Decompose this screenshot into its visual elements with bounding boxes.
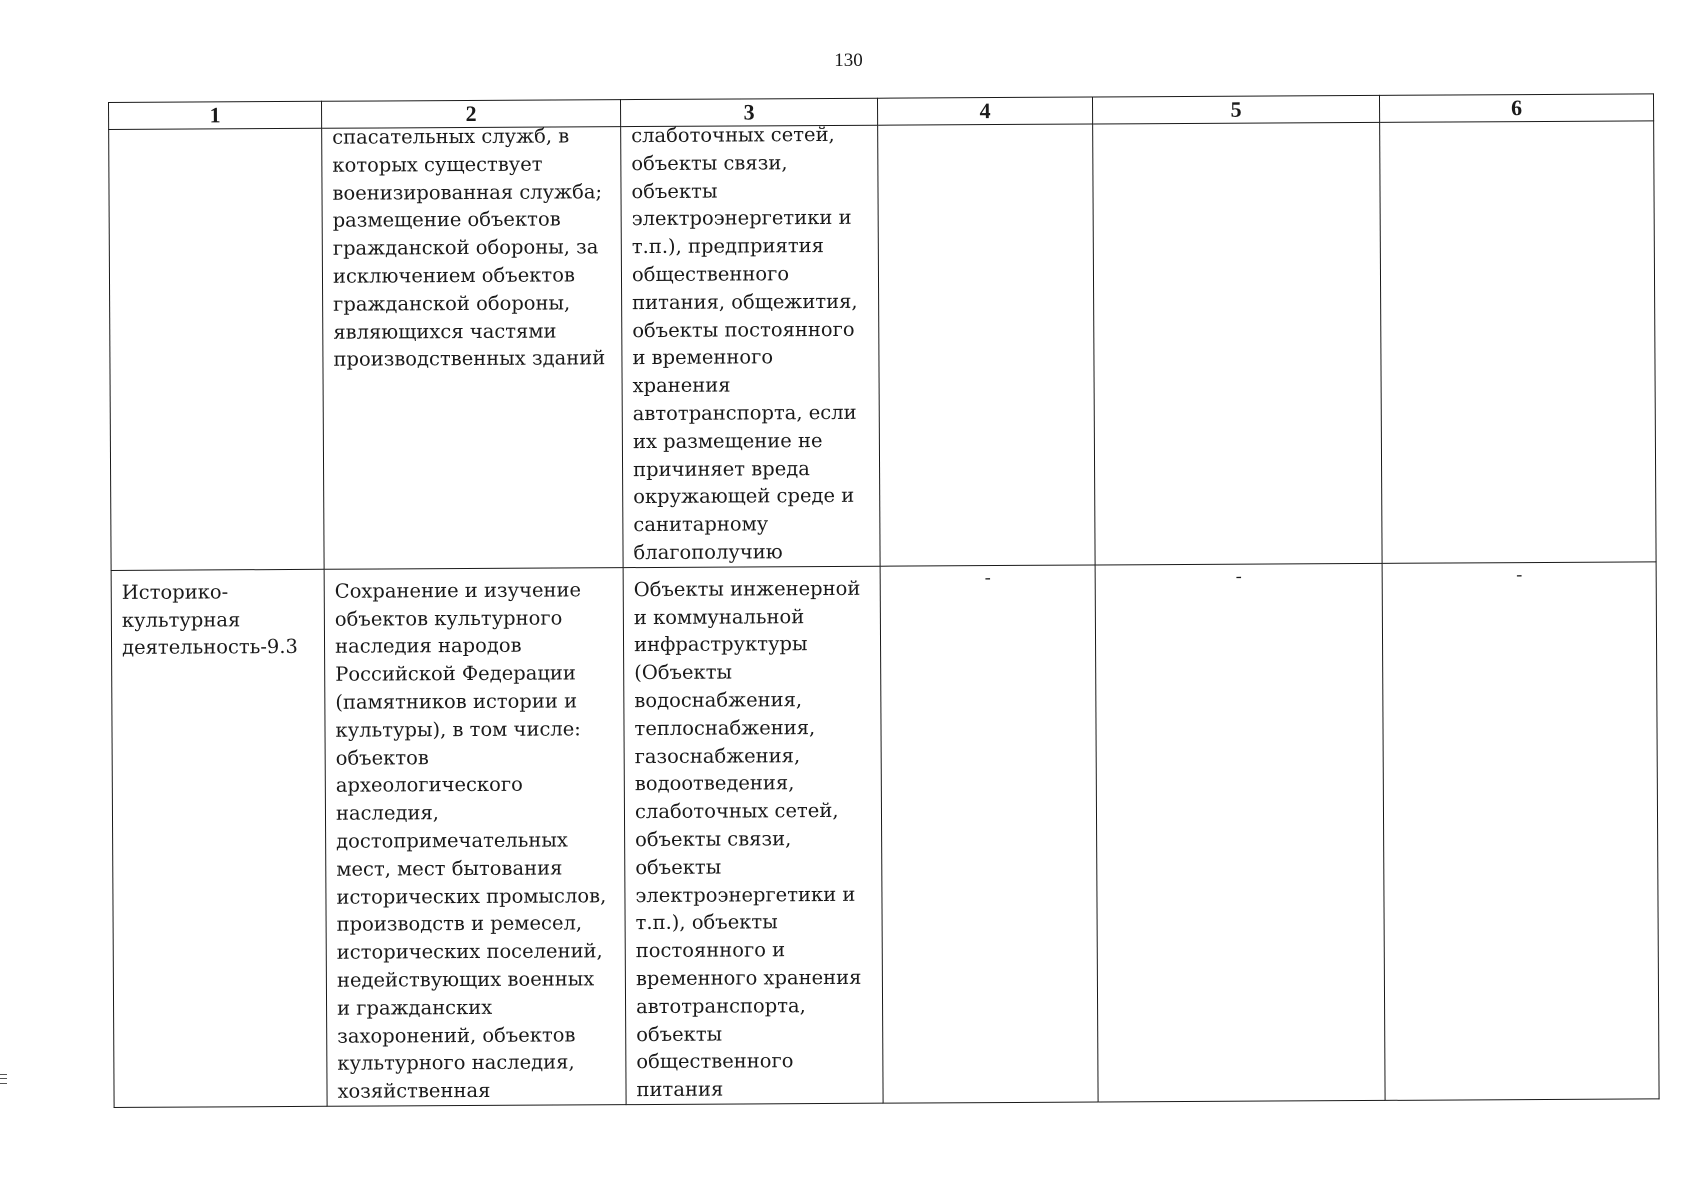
table-cell [1095,563,1385,1102]
column-header-6: 6 [1379,94,1653,123]
table-cell [621,122,880,567]
cell-text-description: Сохранение и изучение объектов культурного наследия народов Российской Федерации (памятников истории и культуры), в том числе: объектов археологического наследия, достопримечательных мест, мест бытования исторических промыслов, производств и ремесел, исторических поселений, недействующих военных и гражданских захоронений, объектов культурного наследия, хозяйственная [334,578,607,1103]
table-cell [324,567,626,1106]
column-header-3: 3 [620,98,877,126]
table-cell [111,569,327,1107]
table-cell [1382,562,1659,1101]
table-row [111,562,1659,1108]
cell-text-description: спасательных служб, в которых существует военизированная служба; размещение объектов гражданской обороны, за исключением объектов гражданской обороны, являющихся частями производственных зданий [332,124,606,372]
cell-text-use-type: Историко- культурная деятельность-9.3 [121,580,298,660]
table-cell [1093,122,1382,564]
page-number: 130 [834,50,863,71]
cell-text-col4 [878,127,1092,128]
cell-dash-col4: - [984,566,991,587]
table-cell [109,128,324,570]
table-row [109,121,1656,570]
cell-dash-col5: - [1235,565,1242,586]
cell-dash-col6: - [1516,563,1523,584]
column-header-2: 2 [321,100,620,129]
column-header-5: 5 [1092,95,1379,124]
table-cell [880,565,1098,1103]
table-cell [878,124,1095,566]
scan-margin-mark [0,1074,7,1084]
column-header-4: 4 [877,97,1092,125]
column-header-1: 1 [109,101,322,129]
table-cell [322,124,623,569]
cell-text-auxiliary-uses: Объекты инженерной и коммунальной инфраструктуры (Объекты водоснабжения, теплоснабжения, газоснабжения, водоотведения, слаботочных сетей, объекты связи, объекты электроэнергетики и т.п.), объекты постоянного и временного хранения автотранспорта, объекты общественного питания [633,576,862,1102]
cell-text-col5 [1093,125,1379,127]
regulations-table [108,93,1660,1108]
table-cell [1380,121,1656,563]
cell-text-auxiliary-uses: слаботочных сетей, объекты связи, объекты электроэнергетики и т.п.), предприятия общественного питания, общежития, объекты постоянного и временного хранения автотранспорта, если их размещение не причиняет вреда окружающей среде и санитарному благополучию [631,122,858,565]
cell-text-col6 [1380,123,1653,125]
table-cell [623,566,883,1105]
